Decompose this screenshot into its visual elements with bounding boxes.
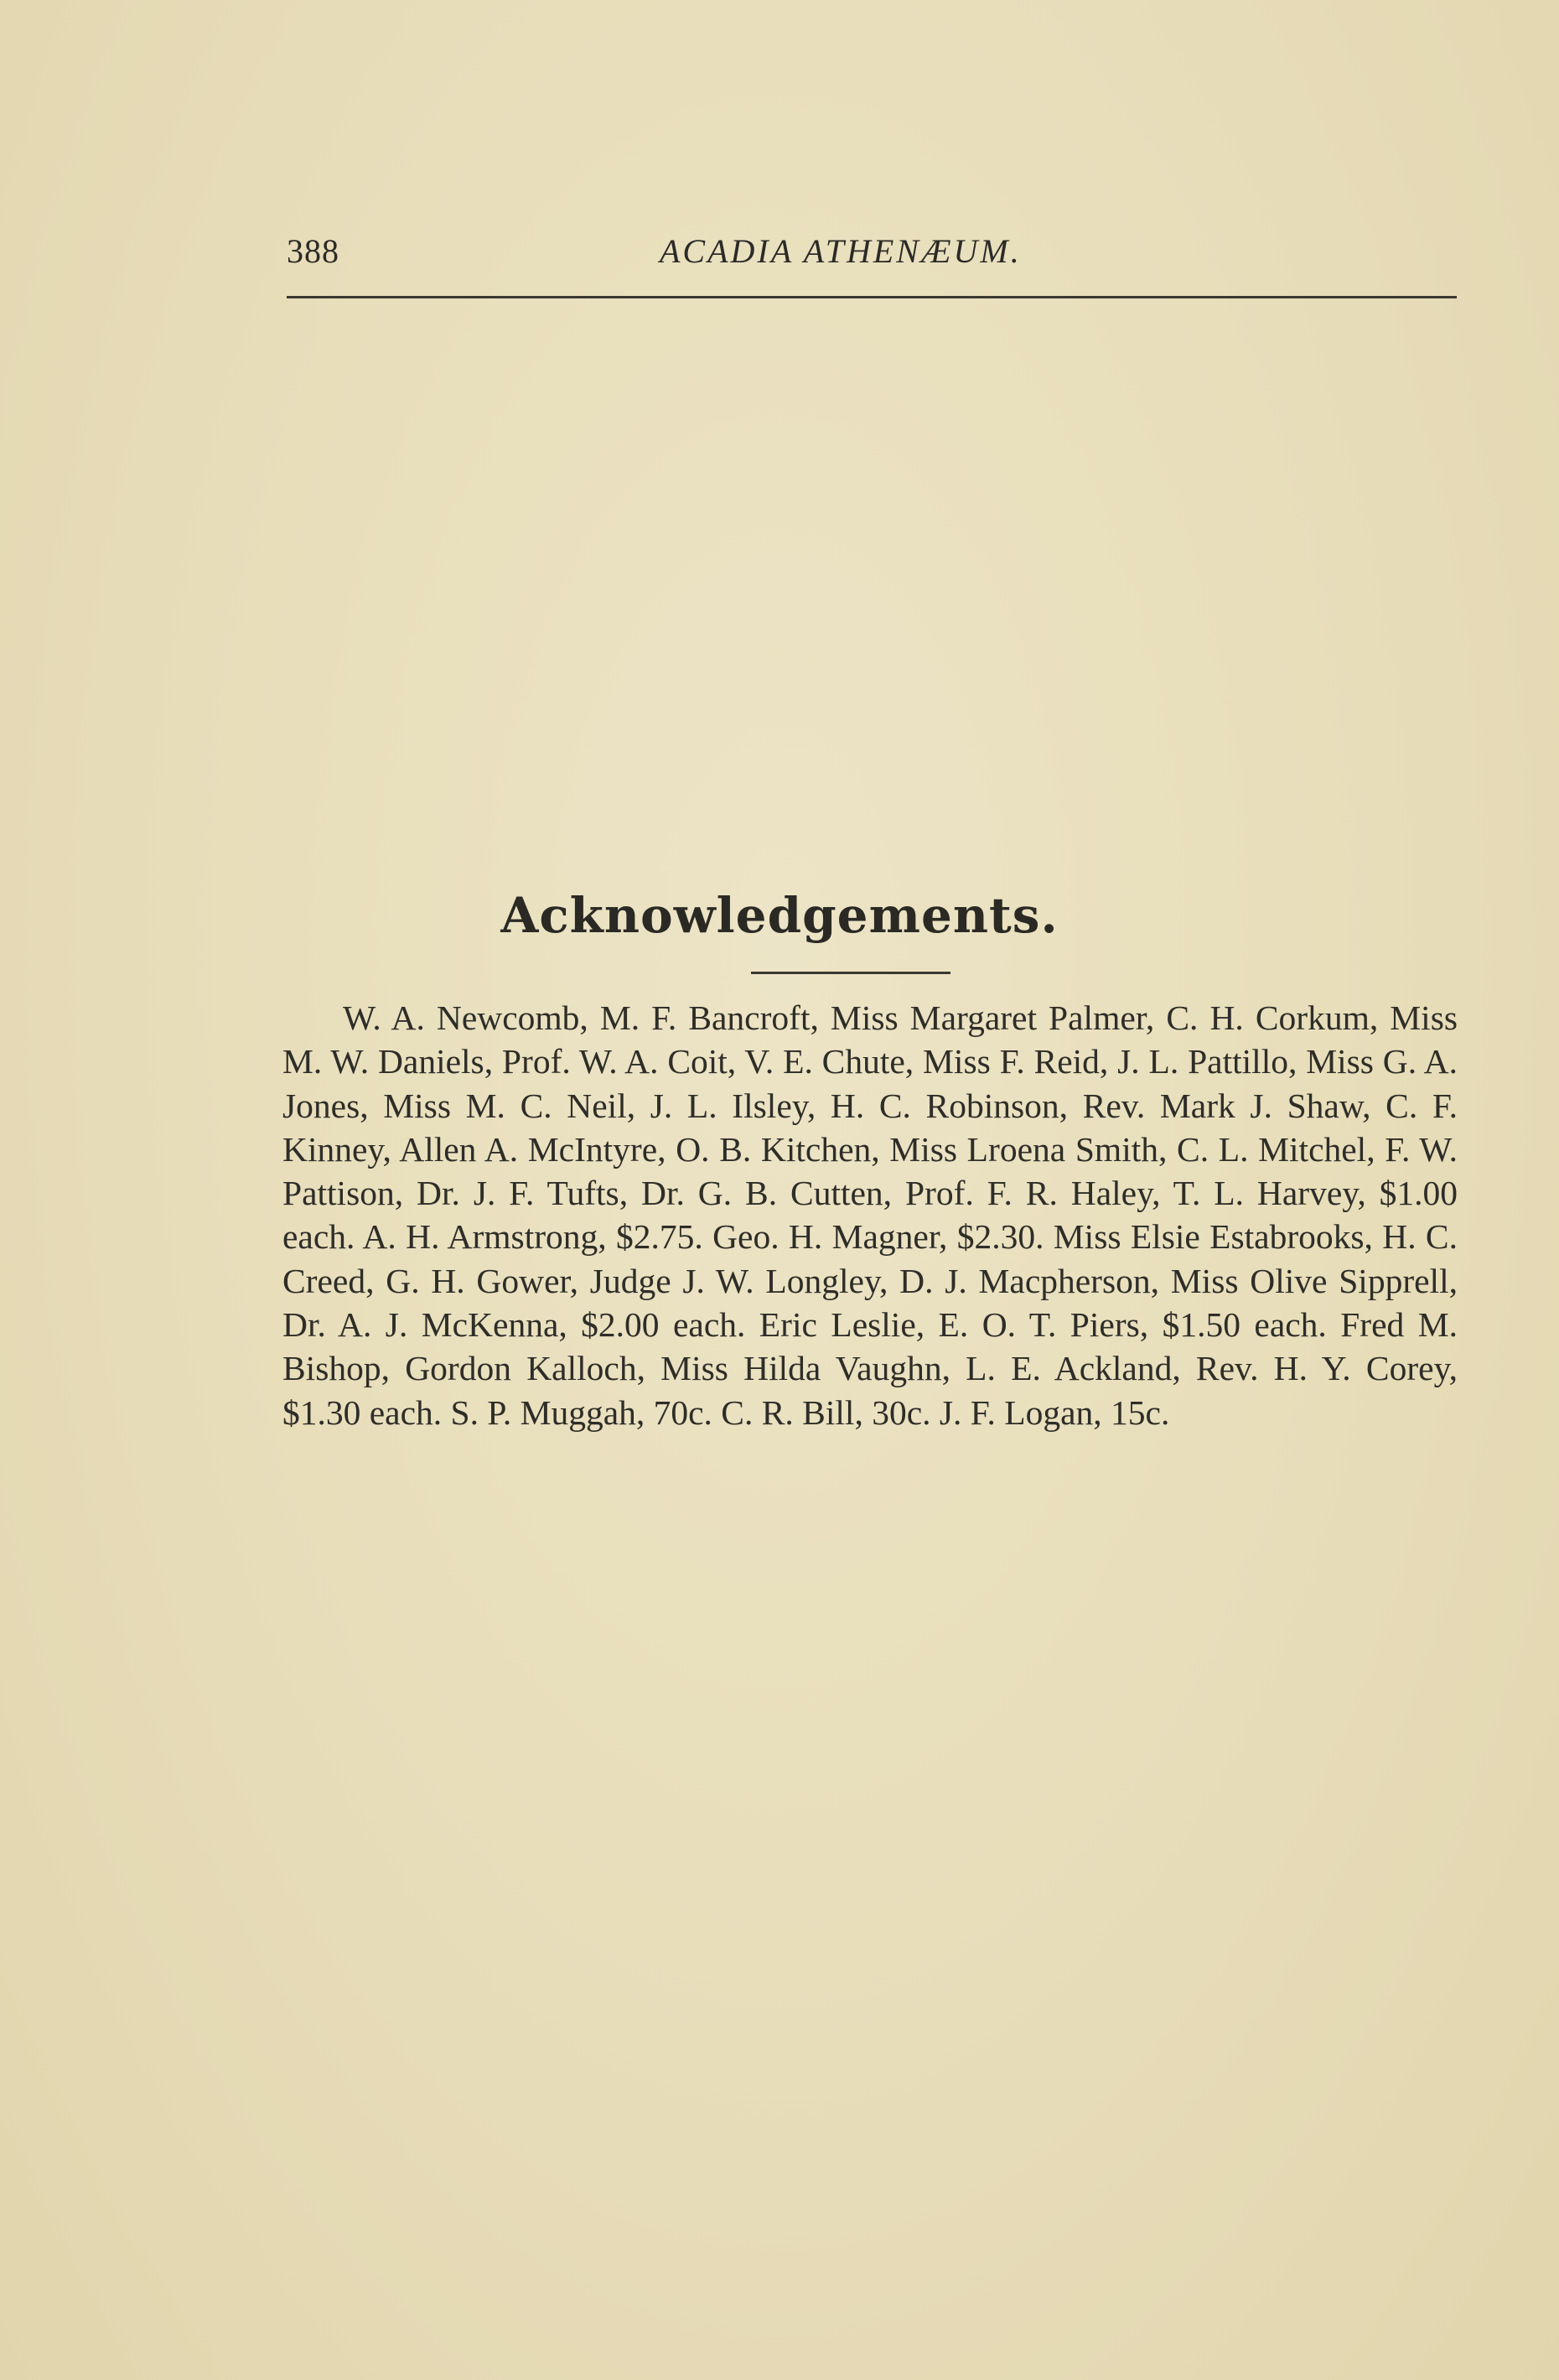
acknowledgements-text: W. A. Newcomb, M. F. Bancroft, Miss Margaret Palmer, C. H. Corkum, Miss M. W. Daniels, Prof. W. A. Coit, V. E. Chute, Miss F. Reid, J. L. Pattillo, Miss G. A. Jones, Miss M. C. Neil, J. L. Ilsley, H. C. Robinson, Rev. Mark J. Shaw, C. F. Kinney, Allen A. McIntyre, O. B. Kitchen, Miss Lroena Smith, C. L. Mitchel, F. W. Pattison, Dr. J. F. Tufts, Dr. G. B. Cutten, Prof. F. R. Haley, T. L. Harvey, $1.00 each. A. H. Armstrong, $2.75. Geo. H. Magner, $2.30. Miss Elsie Estabrooks, H. C. Creed, G. H. Gower, Judge J. W. Longley, D. J. Macpherson, Miss Olive Sipprell, Dr. A. J. McKenna, $2.00 each. Eric Leslie, E. O. T. Piers, $1.50 each. Fred M. Bishop, Gordon Kalloch, Miss Hilda Vaughn, L. E. Ackland, Rev. H. Y. Corey, $1.30 each. S. P. Muggah, 70c. C. R. Bill, 30c. J. F. Logan, 15c. — [282, 998, 1458, 1432]
header-rule — [287, 296, 1457, 298]
page-number: 388 — [287, 232, 339, 270]
journal-title: ACADIA ATHENÆUM. — [660, 232, 1022, 270]
section-heading: Acknowledgements. — [500, 887, 1059, 944]
heading-rule — [751, 972, 950, 974]
running-head — [287, 231, 1457, 282]
